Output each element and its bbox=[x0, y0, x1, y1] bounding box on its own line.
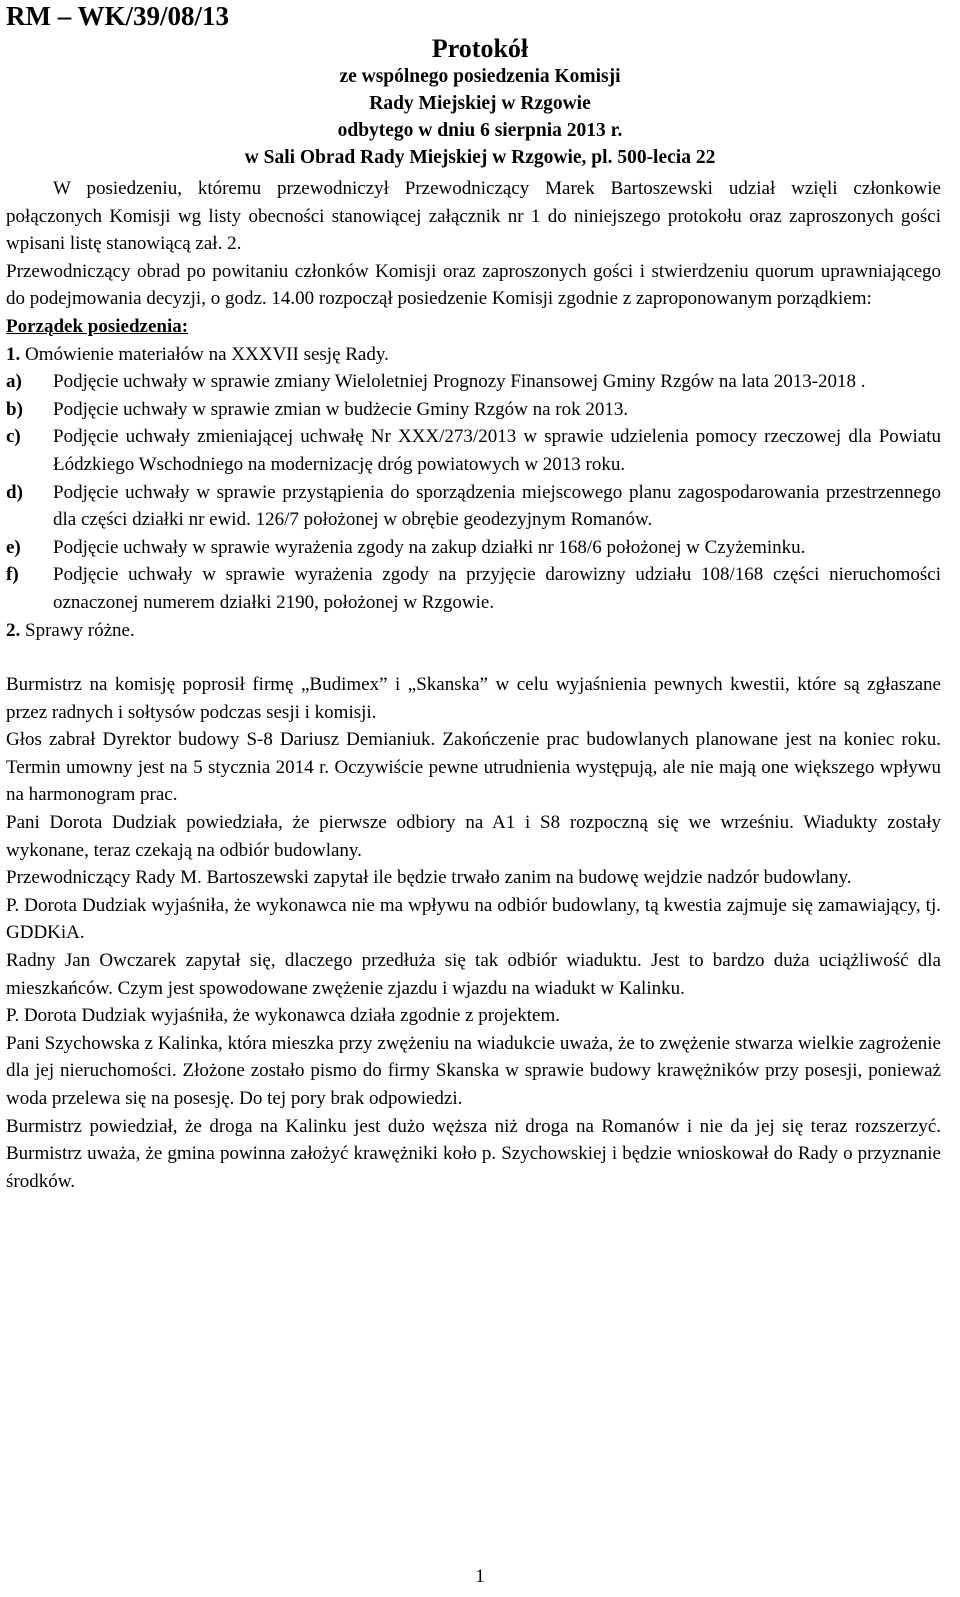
heading-line-4: w Sali Obrad Rady Miejskiej w Rzgowie, pl. 500-lecia 22 bbox=[244, 147, 716, 168]
minutes-paragraph: Przewodniczący Rady M. Bartoszewski zapytał ile będzie trwało zanim na budowę wejdzie nadzór budowlany. bbox=[6, 867, 852, 889]
subitem-text: Podjęcie uchwały zmieniającej uchwałę Nr XXX/273/2013 w sprawie udzielenia pomocy rzeczowej dla Powiatu Łódzkiego Wschodniego na modernizację dróg powiatowych w 2013 roku. bbox=[53, 426, 941, 475]
document-title: Protokół bbox=[431, 34, 529, 63]
heading-line-1: ze wspólnego posiedzenia Komisji bbox=[339, 66, 621, 87]
minutes-paragraph: Burmistrz na komisję poprosił firmę „Budimex” i „Skanska” w celu wyjaśnienia pewnych kwestii, które są zgłaszane przez radnych i sołtysów podczas sesji i komisji. bbox=[6, 674, 941, 723]
agenda-item-text: Sprawy różne. bbox=[25, 619, 135, 641]
minutes-paragraph: P. Dorota Dudziak wyjaśniła, że wykonawca działa zgodnie z projektem. bbox=[6, 1005, 560, 1027]
minutes-paragraph: P. Dorota Dudziak wyjaśniła, że wykonawca nie ma wpływu na odbiór budowlany, tą kwestia zajmuje się zamawiający, tj. GDDKiA. bbox=[6, 894, 941, 944]
subitem-text: Podjęcie uchwały w sprawie zmiany Wieloletniej Prognozy Finansowej Gminy Rzgów na lata 2013-2018 . bbox=[53, 371, 866, 393]
subitem-text: Podjęcie uchwały w sprawie wyrażenia zgody na przyjęcie darowizny udziału 108/168 części nieruchomości oznaczonej numerem działki 2190, położonej w Rzgowie. bbox=[53, 564, 941, 613]
subitem-text: Podjęcie uchwały w sprawie przystąpienia do sporządzenia miejscowego planu zagospodarowania przestrzennego dla części działki nr ewid. 126/7 położonej w obrębie geodezyjnym Romanów. bbox=[53, 481, 941, 531]
opening-paragraph: Przewodniczący obrad po powitaniu członków Komisji oraz zaproszonych gości i stwierdzeniu quorum uprawniającego do podejmowania decyzji, o godz. 14.00 rozpoczął posiedzenie Komisji zgodnie z zaproponowanym porządkiem: bbox=[6, 260, 941, 310]
subitem-letter: e) bbox=[6, 536, 21, 558]
minutes-paragraph: Pani Szychowska z Kalinka, która mieszka przy zwężeniu na wiadukcie uważa, że to zwężenie stwarza wielkie zagrożenie dla jej nieruchomości. Złożone zostało pismo do firmy Skanska w sprawie budowy krawężników przy posesji, ponieważ woda przelewa się na posesję. Do tej pory brak odpowiedzi. bbox=[6, 1032, 941, 1109]
page-number: 1 bbox=[475, 1566, 485, 1587]
document-body bbox=[6, 175, 941, 1195]
agenda-subitem-e bbox=[6, 534, 941, 562]
subitem-letter: f) bbox=[6, 564, 19, 586]
agenda-subitem-d bbox=[6, 479, 941, 534]
subitem-letter: d) bbox=[6, 481, 23, 503]
agenda-item-number: 1. bbox=[6, 343, 21, 365]
agenda-title: Porządek posiedzenia: bbox=[6, 315, 189, 337]
agenda-subitem-a bbox=[6, 368, 941, 396]
agenda-subitem-c bbox=[6, 423, 941, 478]
heading-line-2: Rady Miejskiej w Rzgowie bbox=[369, 93, 591, 114]
subitem-text: Podjęcie uchwały w sprawie zmian w budżecie Gminy Rzgów na rok 2013. bbox=[53, 398, 629, 420]
agenda-item-text: Omówienie materiałów na XXXVII sesję Rady. bbox=[25, 343, 389, 365]
subitem-letter: a) bbox=[6, 371, 22, 393]
agenda-subitem-b bbox=[6, 396, 941, 424]
agenda-item-2 bbox=[6, 617, 941, 645]
minutes-paragraph: Głos zabrał Dyrektor budowy S-8 Dariusz Demianiuk. Zakończenie prac budowlanych planowane jest na koniec roku. Termin umowny jest na 5 stycznia 2014 r. Oczywiście pewne utrudnienia występują, ale nie mają one większego wpływu na harmonogram prac. bbox=[6, 729, 941, 806]
agenda-item-number: 2. bbox=[6, 619, 21, 641]
subitem-letter: c) bbox=[6, 426, 21, 448]
document-reference: RM – WK/39/08/13 bbox=[6, 1, 230, 31]
minutes-paragraph: Pani Dorota Dudziak powiedziała, że pierwsze odbiory na A1 i S8 rozpoczną się we wrześniu. Wiadukty zostały wykonane, teraz czekają na odbiór budowlany. bbox=[6, 812, 941, 861]
minutes-paragraph: Burmistrz powiedział, że droga na Kalinku jest dużo węższa niż droga na Romanów i nie da jej się teraz rozszerzyć. Burmistrz uważa, że gmina powinna założyć krawężniki koło p. Szychowskiej i będzie wnioskował do Rady o przyznanie środków. bbox=[6, 1115, 941, 1192]
minutes-paragraph: Radny Jan Owczarek zapytał się, dlaczego przedłuża się tak odbiór wiaduktu. Jest to bardzo duża uciążliwość dla mieszkańców. Czym jest spowodowane zwężenie zjazdu i wjazdu na wiadukt w Kalinku. bbox=[6, 950, 941, 999]
subitem-text: Podjęcie uchwały w sprawie wyrażenia zgody na zakup działki nr 168/6 położonej w Czyżeminku. bbox=[53, 536, 806, 558]
agenda-subitem-f bbox=[6, 561, 941, 616]
heading-line-3: odbytego w dniu 6 sierpnia 2013 r. bbox=[337, 120, 623, 141]
intro-paragraph: W posiedzeniu, któremu przewodniczył Przewodniczący Marek Bartoszewski udział wzięli członkowie połączonych Komisji wg listy obecności stanowiącej załącznik nr 1 do niniejszego protokołu oraz zaproszonych gości wpisani listę stanowiącą zał. 2. bbox=[6, 178, 941, 255]
section-spacer bbox=[6, 644, 941, 671]
subitem-letter: b) bbox=[6, 398, 23, 420]
agenda-item-1 bbox=[6, 341, 941, 369]
